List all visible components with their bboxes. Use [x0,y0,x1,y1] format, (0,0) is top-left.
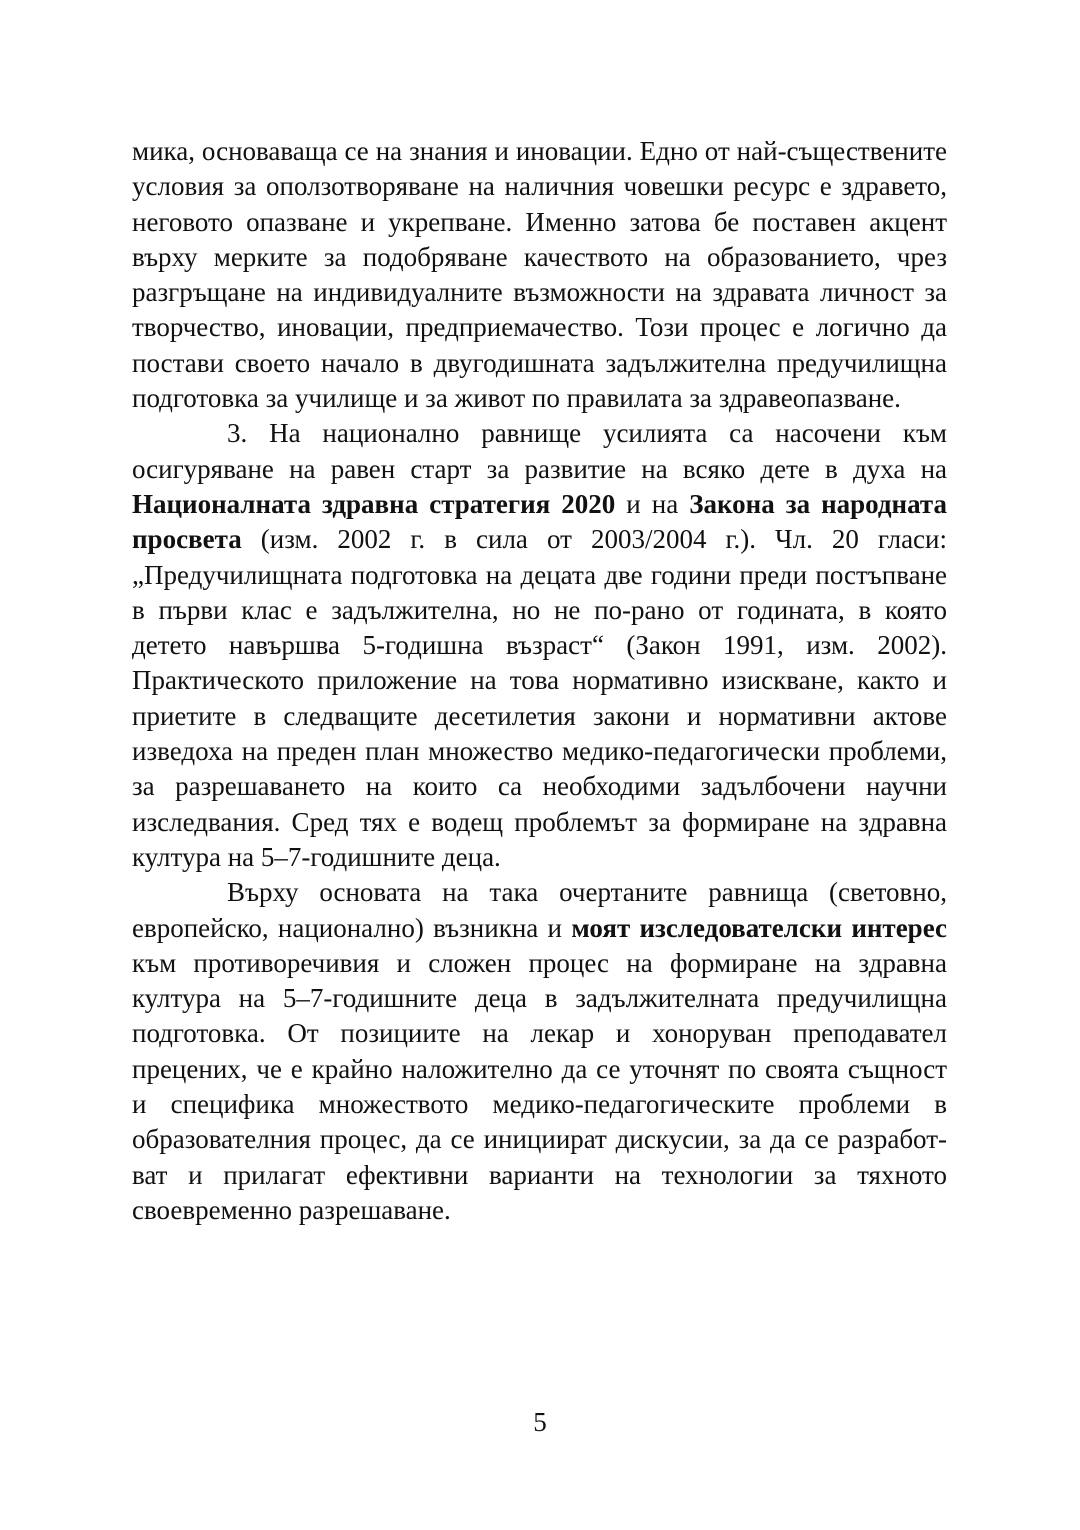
paragraph-1 [132,134,947,416]
paragraph-3-text-1: Върху основата на така очертаните равнища (световно, европейско, национално) възникна и [132,877,947,943]
research-interest-bold: моят изследователски интерес [571,912,947,943]
paragraph-3-text-2: към противоречивия и сложен процес на формиране на здравна култура на 5–7-годишните деца в задължителната предучилищна подготовка. От позициите на лекар и хоноруван преподавател прецених, че е крайно наложително да се уточнят по своята същност и специфика множеството медико-педагогическите проблеми в образователния процес, да се инициират дискусии, за да се разработват и прилагат ефективни варианти на технологии за тяхното своевременно разрешаване. [132,947,947,1225]
paragraph-2 [132,416,947,875]
law-title-bold: Закона за народната просвета [132,488,947,555]
document-page [132,134,947,1228]
paragraph-2-text-3: (изм. 2002 г. в сила от 2003/2004 г.). Чл. 20 гласи: „Предучилищната подготовка на децата две години преди постъпване в първи клас е задължителна, но не по-рано от годината, в която детето навършва 5-годишна възраст“ (Закон 1991, изм. 2002). Практическото приложение на това нормативно изискване, както и приетите в следващите десетилетия закони и нормативни актове изведоха на преден план множество медико-педагогически проблеми, за разрешаването на които са необходими задълбочени научни изследвания. Сред тях е водещ проблемът за формиране на здравна култура на 5–7-годишните деца. [132,524,947,872]
paragraph-2-text-2: и на [615,488,690,519]
paragraph-3 [132,875,947,1228]
strategy-title-bold: Националната здравна стратегия 2020 [132,488,616,519]
paragraph-2-text-1: 3. На национално равнище усилията са насочени към осигуряване на равен старт за развитие на всяко дете в духа на [132,418,947,484]
page-number: 5 [533,1407,547,1437]
paragraph-1-text: мика, основаваща се на знания и иновации. Едно от най-съществените условия за оползотворяване на наличния човешки ресурс е здравето, неговото опазване и укрепване. Именно затова бе поставен акцент върху мерките за подобряване качеството на образованието, чрез разгръщане на индивидуалните възможности на здравата личност за творчество, иновации, предприемачество. Този процес е логично да постави своето начало в двугодишната задължителна предучилищна подготовка за училище и за живот по правилата за здравеопазване. [132,136,947,414]
